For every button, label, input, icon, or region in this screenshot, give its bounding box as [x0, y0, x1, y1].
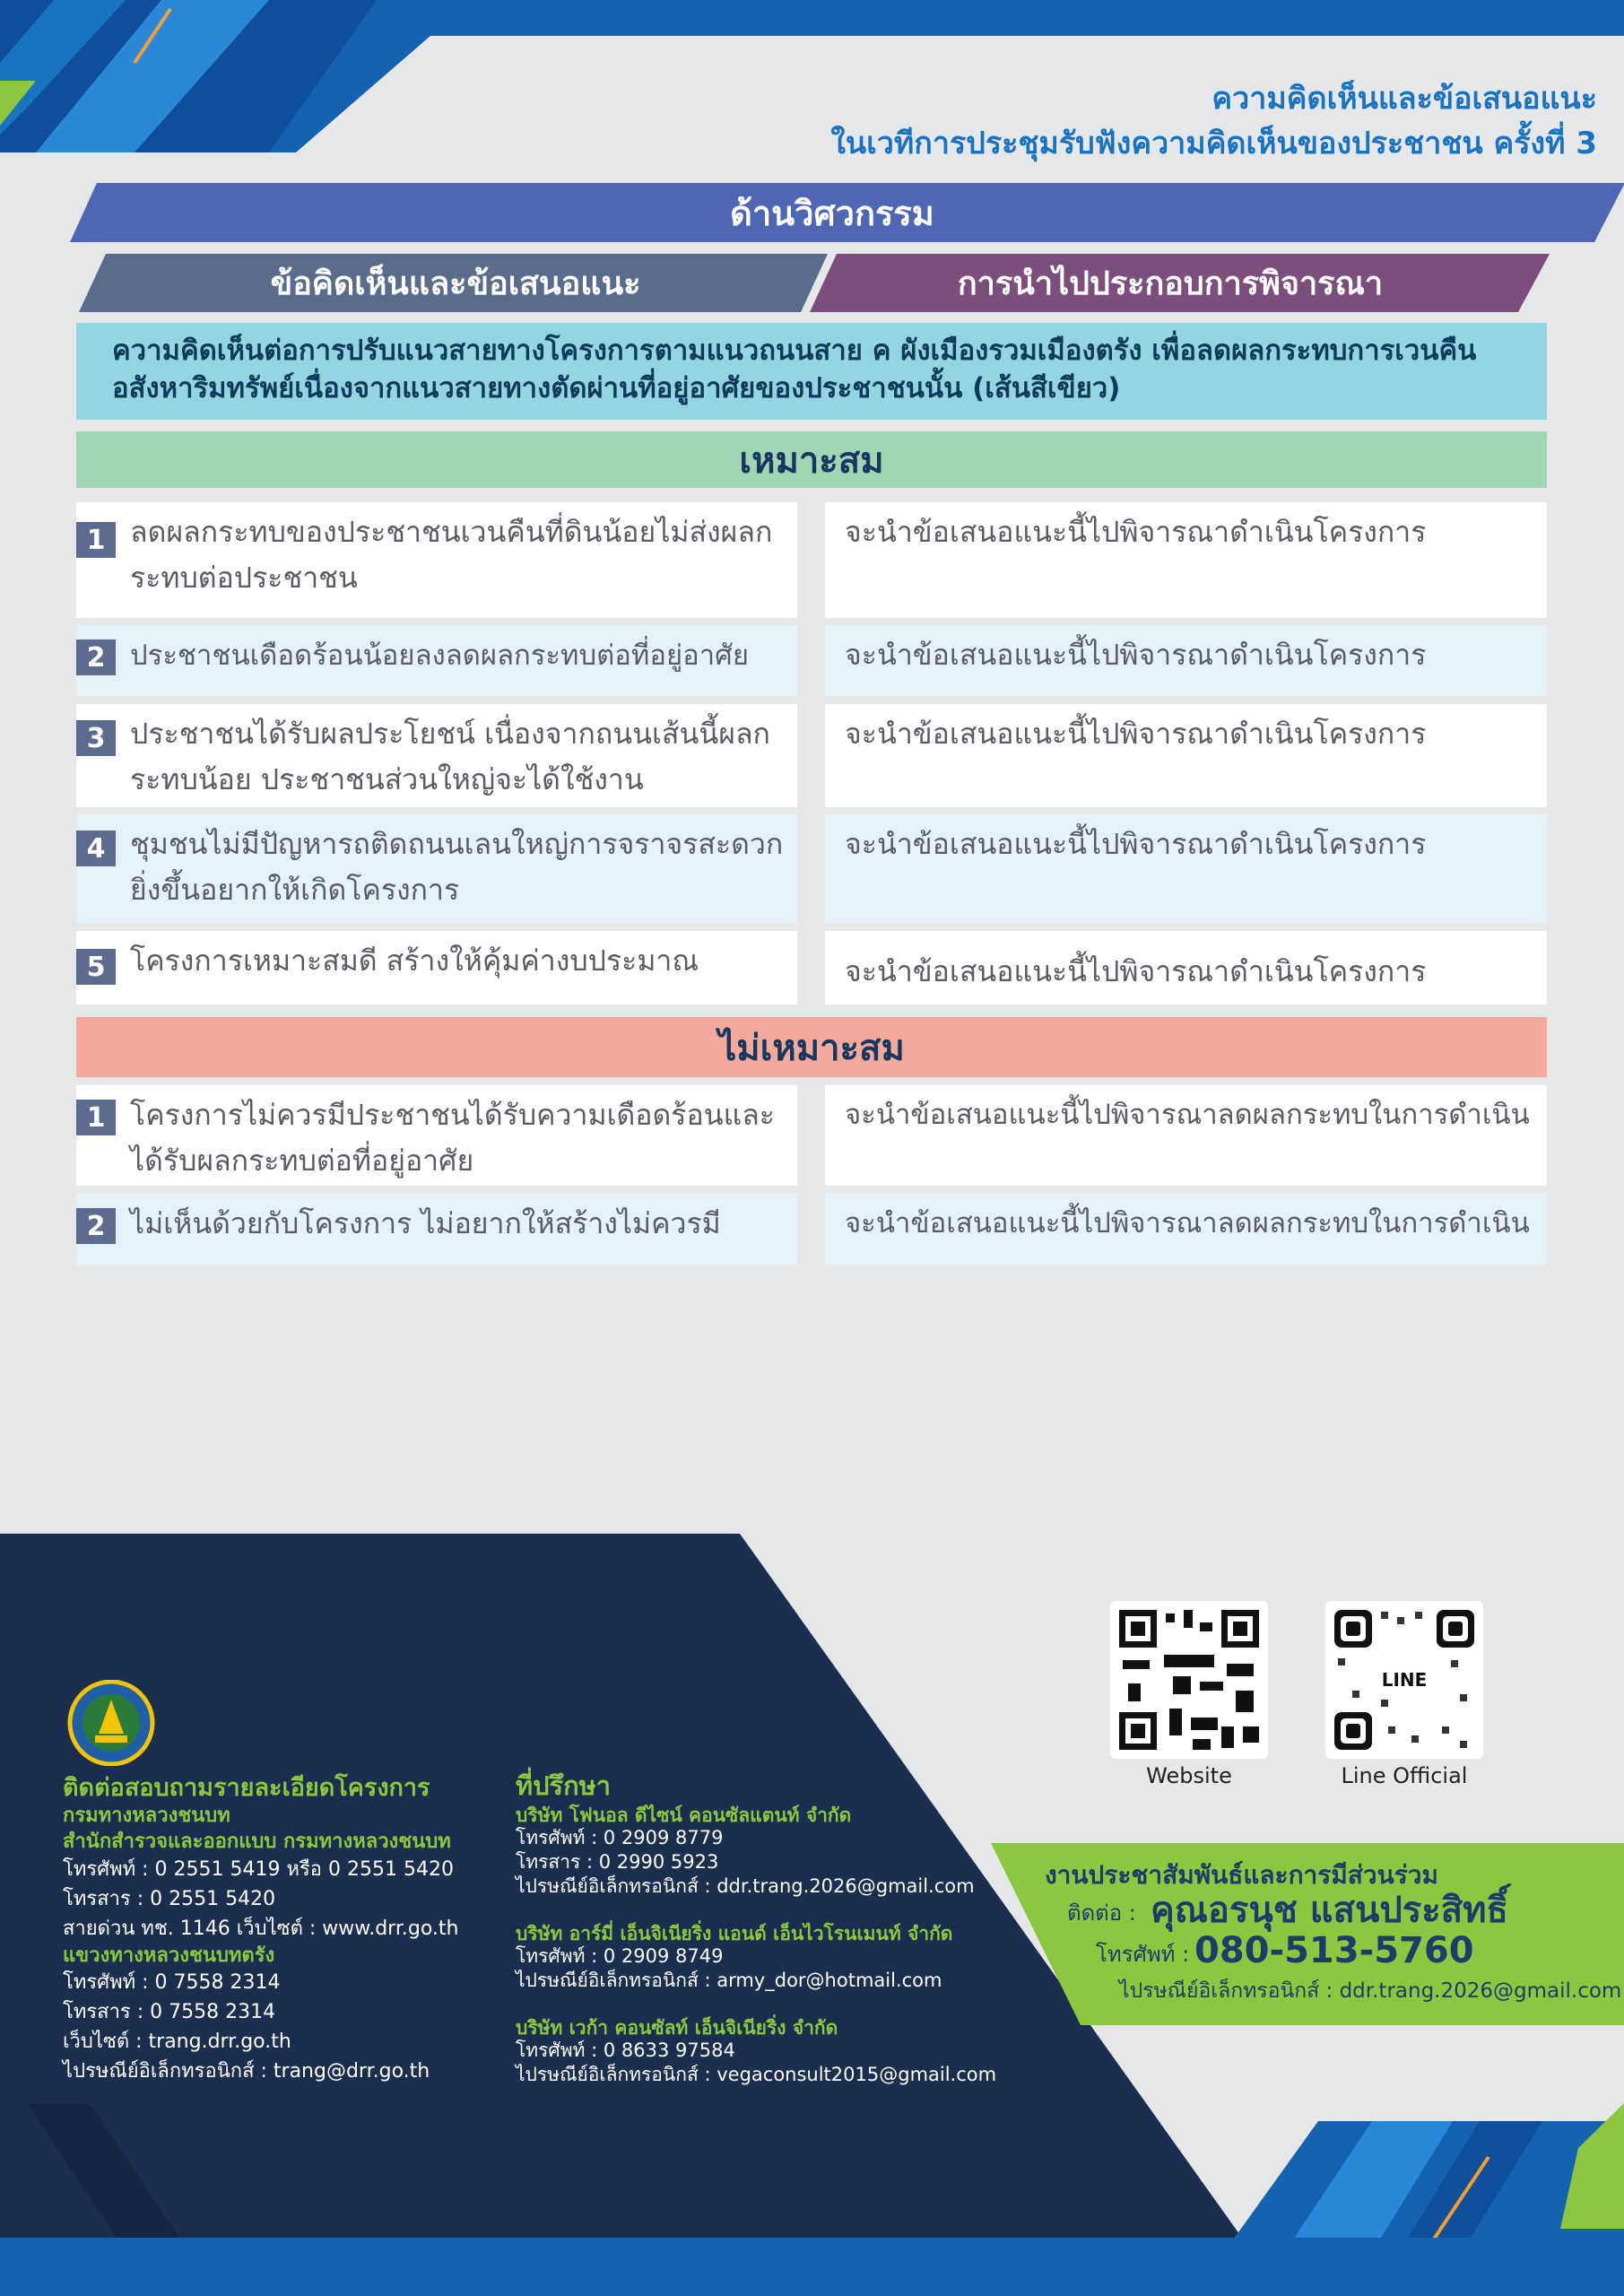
- consultant-3-name: บริษัท เวก้า คอนซัลท์ เอ็นจิเนียริ่ง จำกัด: [516, 2017, 838, 2039]
- suitable-row-5-comment: [76, 931, 797, 1004]
- suitable-row-5-response: จะนำข้อเสนอแนะนี้ไปพิจารณาดำเนินโครงการ: [825, 931, 1547, 1004]
- contact-phone: โทรศัพท์ : 0 2551 5419 หรือ 0 2551 5420: [63, 1858, 454, 1881]
- branch-email[interactable]: ไปรษณีย์อิเล็กทรอนิกส์ : trang@drr.go.th: [63, 2060, 430, 2083]
- suitable-row-2-comment: [76, 625, 797, 696]
- comment-text: ประชาชนได้รับผลประโยชน์ เนื่องจากถนนเส้นนี้ผลกระทบน้อย ประชาชนส่วนใหญ่จะได้ใช้งาน: [130, 717, 770, 796]
- consultant-1-email[interactable]: ไปรษณีย์อิเล็กทรอนิกส์ : ddr.trang.2026@gmail.com: [516, 1875, 975, 1897]
- line-qr-label: Line Official: [1341, 1763, 1468, 1788]
- row-number-badge: 1: [76, 522, 116, 558]
- consultants-title: ที่ปรึกษา: [516, 1770, 612, 1801]
- comment-text: โครงการเหมาะสมดี สร้างให้คุ้มค่างบประมาณ: [130, 944, 699, 978]
- drr-logo: [63, 1680, 160, 1766]
- pr-contact-name: คุณอรนุช แสนประสิทธิ์: [1151, 1890, 1508, 1931]
- suitable-row-2-response: จะนำข้อเสนอแนะนี้ไปพิจารณาดำเนินโครงการ: [825, 625, 1547, 696]
- consultant-1-name: บริษัท โฟนอล ดีไซน์ คอนซัลแตนท์ จำกัด: [516, 1805, 852, 1826]
- pr-title: งานประชาสัมพันธ์และการมีส่วนร่วม: [1045, 1860, 1438, 1890]
- branch-website[interactable]: เว็บไซต์ : trang.drr.go.th: [63, 2031, 291, 2053]
- comment-text: ลดผลกระทบของประชาชนเวนคืนที่ดินน้อยไม่ส่งผลกระทบต่อประชาชน: [130, 515, 773, 595]
- row-number-badge: 1: [76, 1100, 116, 1135]
- row-number-badge: 2: [76, 1208, 116, 1244]
- branch-phone: โทรศัพท์ : 0 7558 2314: [63, 1971, 281, 1994]
- consultant-2-name: บริษัท อาร์มี่ เอ็นจิเนียริ่ง แอนด์ เอ็นไวโรนเมนท์ จำกัด: [516, 1923, 953, 1944]
- line-qr-code[interactable]: [1325, 1601, 1483, 1759]
- pr-contact-label: ติดต่อ :: [1067, 1900, 1136, 1926]
- consultant-1-fax: โทรสาร : 0 2990 5923: [516, 1851, 719, 1873]
- branch-fax: โทรสาร : 0 7558 2314: [63, 2001, 276, 2023]
- contact-hotline: สายด่วน ทช. 1146 เว็บไซต์ : www.drr.go.th: [63, 1918, 459, 1940]
- line-badge: LINE: [1376, 1667, 1433, 1692]
- contact-fax: โทรสาร : 0 2551 5420: [63, 1888, 276, 1910]
- suitable-row-3-comment: [76, 704, 797, 807]
- row-number-badge: 4: [76, 831, 116, 866]
- comment-text: ไม่เห็นด้วยกับโครงการ ไม่อยากให้สร้างไม่ควรมี: [130, 1206, 721, 1240]
- unsuitable-row-1-comment: [76, 1085, 797, 1186]
- pr-phone-label: โทรศัพท์ :: [1096, 1942, 1190, 1967]
- unsuitable-row-2-response: จะนำข้อเสนอแนะนี้ไปพิจารณาลดผลกระทบในการดำเนิน: [825, 1194, 1547, 1265]
- row-number-badge: 3: [76, 720, 116, 756]
- section-suitable-title: เหมาะสม: [76, 431, 1547, 488]
- column-header-consideration: การนำไปประกอบการพิจารณา: [957, 265, 1384, 302]
- row-number-badge: 5: [76, 949, 116, 985]
- consultant-2-email[interactable]: ไปรษณีย์อิเล็กทรอนิกส์ : army_dor@hotmail.com: [516, 1970, 942, 1991]
- qr-icon: [1110, 1601, 1268, 1759]
- row-number-badge: 2: [76, 639, 116, 675]
- comment-text: ประชาชนเดือดร้อนน้อยลงลดผลกระทบต่อที่อยู่อาศัย: [130, 639, 750, 672]
- contact-branch: แขวงทางหลวงชนบทตรัง: [63, 1944, 275, 1967]
- comment-text: โครงการไม่ควรมีประชาชนได้รับความเดือดร้อนและได้รับผลกระทบต่อที่อยู่อาศัย: [130, 1098, 775, 1178]
- contact-dept: กรมทางหลวงชนบท: [63, 1805, 230, 1827]
- header-title-line2: ในเวทีการประชุมรับฟังความคิดเห็นของประชาชน ครั้งที่ 3: [830, 126, 1597, 161]
- section-unsuitable-title: ไม่เหมาะสม: [76, 1017, 1547, 1077]
- suitable-row-4-response: จะนำข้อเสนอแนะนี้ไปพิจารณาดำเนินโครงการ: [825, 814, 1547, 923]
- comment-text: ชุมชนไม่มีปัญหารถติดถนนเลนใหญ่การจราจรสะดวกยิ่งขึ้นอยากให้เกิดโครงการ: [130, 827, 784, 907]
- main-banner-title: ด้านวิศวกรรม: [730, 193, 934, 233]
- website-qr-code[interactable]: [1110, 1601, 1268, 1759]
- column-header-comments: ข้อคิดเห็นและข้อเสนอแนะ: [270, 265, 641, 302]
- header-title-line1: ความคิดเห็นและข้อเสนอแนะ: [1211, 81, 1597, 117]
- unsuitable-row-2-comment: [76, 1194, 797, 1265]
- consultant-1-phone: โทรศัพท์ : 0 2909 8779: [516, 1827, 724, 1848]
- suitable-row-1-comment: [76, 502, 797, 618]
- consultant-3-phone: โทรศัพท์ : 0 8633 97584: [516, 2039, 735, 2061]
- pr-email[interactable]: ไปรษณีย์อิเล็กทรอนิกส์ : ddr.trang.2026@gmail.com: [1119, 1979, 1622, 2003]
- contact-office: สำนักสำรวจและออกแบบ กรมทางหลวงชนบท: [63, 1831, 451, 1853]
- suitable-row-1-response: จะนำข้อเสนอแนะนี้ไปพิจารณาดำเนินโครงการ: [825, 502, 1547, 618]
- consultant-2-phone: โทรศัพท์ : 0 2909 8749: [516, 1945, 724, 1967]
- suitable-row-3-response: จะนำข้อเสนอแนะนี้ไปพิจารณาดำเนินโครงการ: [825, 704, 1547, 807]
- consultant-3-email[interactable]: ไปรษณีย์อิเล็กทรอนิกส์ : vegaconsult2015@gmail.com: [516, 2064, 997, 2085]
- pr-phone[interactable]: 080-513-5760: [1194, 1930, 1474, 1971]
- website-qr-label: Website: [1146, 1763, 1232, 1788]
- contact-title: ติดต่อสอบถามรายละเอียดโครงการ: [63, 1774, 430, 1802]
- topic-statement: ความคิดเห็นต่อการปรับแนวสายทางโครงการตามแนวถนนสาย ค ผังเมืองรวมเมืองตรัง เพื่อลดผลกระทบการเวนคืน อสังหาริมทรัพย์เนื่องจากแนวสายทางตัดผ่านที่อยู่อาศัยของประชาชนนั้น (เส้นสีเขียว): [76, 323, 1547, 420]
- unsuitable-row-1-response: จะนำข้อเสนอแนะนี้ไปพิจารณาลดผลกระทบในการดำเนิน: [825, 1085, 1547, 1186]
- suitable-row-4-comment: [76, 814, 797, 923]
